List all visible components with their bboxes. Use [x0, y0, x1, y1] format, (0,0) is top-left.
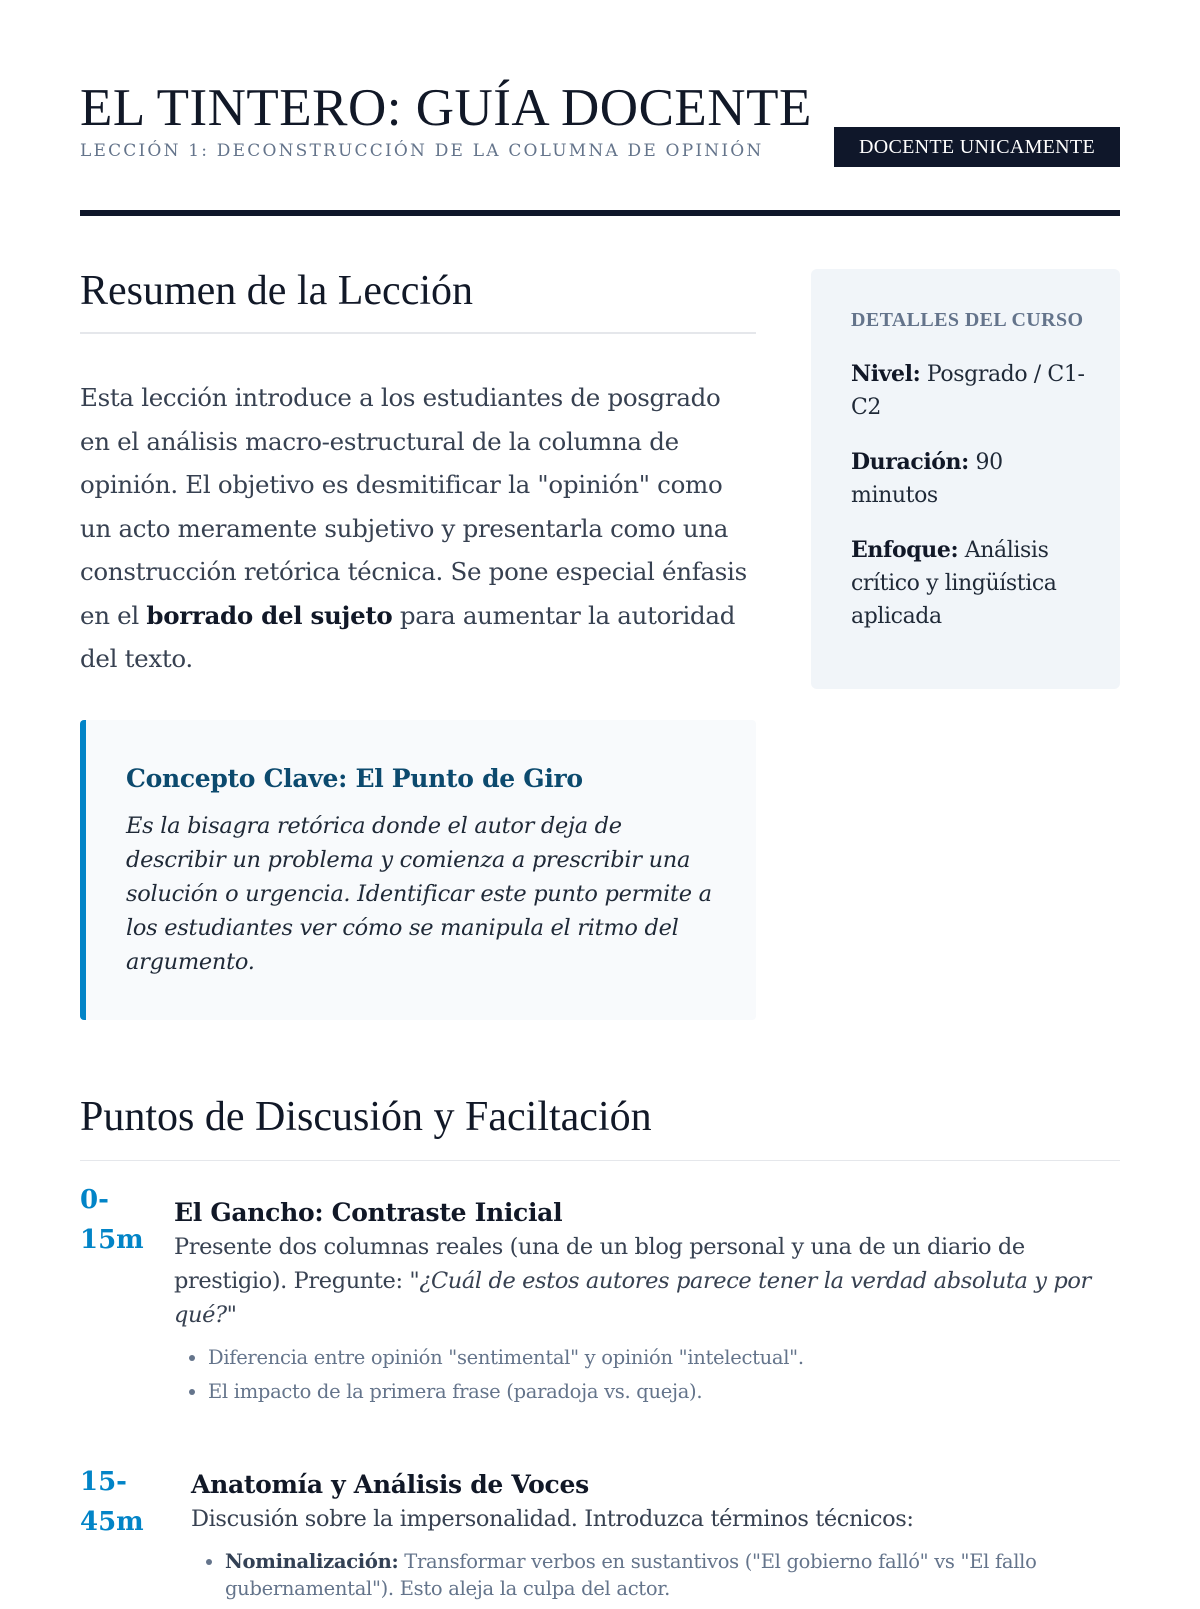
- detail-focus-value: Análisis crítico y lingüística aplicada: [851, 538, 1057, 629]
- guide-header: [80, 0, 1120, 216]
- segment-2-title: Anatomía y Análisis de Voces: [191, 1470, 589, 1499]
- course-details-card: [811, 269, 1120, 689]
- segment-1-desc-text: Presente dos columnas reales (una de un blog personal y una de un diario de prestigio). Pregunte:: [174, 1234, 1025, 1294]
- course-details-heading: DETALLES DEL CURSO: [851, 309, 1084, 331]
- detail-level: [851, 358, 1090, 424]
- key-concept-text: Es la bisagra retórica donde el autor deja de describir un problema y comienza a prescribir una solución o urgencia. Identificar este punto permite a los estudiantes ver cómo se manipula el ritmo del argumento.: [126, 813, 712, 975]
- summary-text-part-1: Esta lección introduce a los estudiantes de posgrado en el análisis macro-estructural de la columna de opinión. El objetivo es desmitificar la "opinión" como un acto meramente subjetivo y presentarla como una construcción retórica técnica. Se pone especial énfasis en el: [80, 383, 747, 630]
- segment-2-description: Discusión sobre la impersonalidad. Introduzca términos técnicos:: [191, 1506, 914, 1532]
- segment-2-time-start: 15-: [80, 1467, 127, 1497]
- key-concept-callout: [80, 720, 756, 1020]
- lesson-guide-page: [80, 0, 1120, 1600]
- detail-duration-value: 90 minutos: [851, 450, 1003, 508]
- segment-2-time: [80, 1462, 144, 1542]
- detail-focus: [851, 534, 1090, 633]
- list-item: • Diferencia entre opinión "sentimental" y opinión "intelectual".: [208, 1344, 1120, 1371]
- segment-2-bullets: [191, 1548, 1120, 1602]
- detail-level-value: Posgrado / C1-C2: [851, 362, 1085, 420]
- segment-2: [191, 1468, 1120, 1609]
- summary-paragraph: [80, 376, 756, 681]
- summary-text-emphasis: borrado del sujeto: [146, 600, 393, 630]
- detail-focus-label: Enfoque:: [851, 537, 959, 563]
- page-title: EL TINTERO: GUÍA DOCENTE: [80, 79, 812, 137]
- segment-2-time-end: 45m: [80, 1507, 144, 1537]
- segment-1-time-end: 15m: [80, 1225, 144, 1255]
- bullet-text: Transformar verbos en sustantivos ("El gobierno falló" vs "El fallo gubernamental"). Esto aleja la culpa del actor.: [225, 1550, 1037, 1600]
- segment-1: [174, 1196, 1120, 1412]
- segment-1-title: El Gancho: Contraste Inicial: [174, 1198, 563, 1227]
- discussion-heading: Puntos de Discusión y Faciltación: [80, 1096, 1120, 1161]
- list-item: • El impacto de la primera frase (paradoja vs. queja).: [208, 1378, 1120, 1405]
- lesson-subtitle: LECCIÓN 1: DECONSTRUCCIÓN DE LA COLUMNA DE OPINIÓN: [80, 141, 764, 161]
- detail-duration: [851, 446, 1090, 512]
- summary-heading: Resumen de la Lección: [80, 270, 756, 334]
- segment-1-question: "¿Cuál de estos autores parece tener la verdad absoluta y por qué?": [174, 1268, 1091, 1328]
- detail-duration-label: Duración:: [851, 449, 969, 475]
- bullet-term: Nominalización:: [225, 1550, 399, 1573]
- segment-1-time-start: 0-: [80, 1185, 109, 1215]
- segment-1-description: [174, 1230, 1120, 1332]
- segment-1-bullets: [174, 1344, 1120, 1405]
- segment-1-time: [80, 1180, 144, 1260]
- list-item: [225, 1548, 1120, 1602]
- detail-level-label: Nivel:: [851, 361, 921, 387]
- audience-badge: DOCENTE UNICAMENTE: [834, 127, 1120, 167]
- key-concept-title: Concepto Clave: El Punto de Giro: [126, 764, 583, 793]
- summary-text-part-2: para aumentar la autoridad del texto.: [80, 600, 736, 673]
